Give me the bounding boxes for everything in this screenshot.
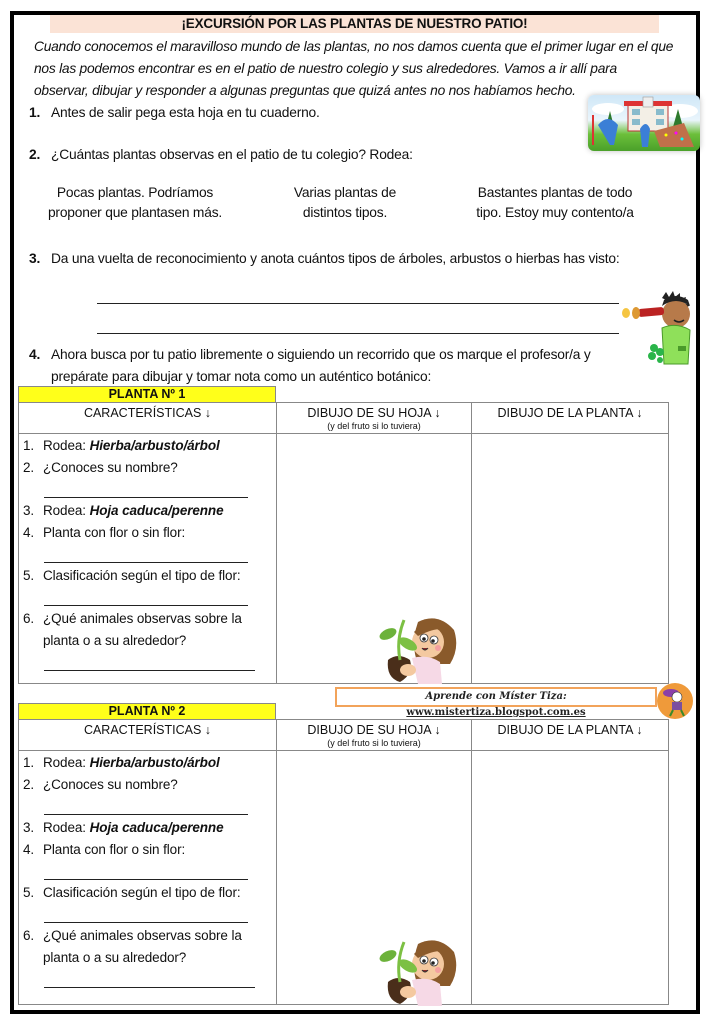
plant-quantity-options: [30, 183, 660, 223]
plant-drawing-area[interactable]: [472, 751, 669, 1005]
answer-line-name[interactable]: [44, 796, 248, 815]
table-header-row: [19, 403, 669, 434]
option-several-plants[interactable]: Varias plantas de distintos tipos.: [293, 185, 397, 220]
question-1-text: Antes de salir pega esta hoja en tu cuaderno.: [51, 105, 320, 120]
circle-options-leaf-type[interactable]: Hoja caduca/perenne: [89, 820, 224, 835]
header-leaf-drawing: DIBUJO DE SU HOJA ↓ (y del fruto si lo tuviera): [277, 403, 472, 434]
characteristic-5: 5. Clasificación según el tipo de flor:: [23, 568, 241, 583]
characteristic-3: 3. Rodea: Hoja caduca/perenne: [23, 820, 224, 835]
header-leaf-drawing: DIBUJO DE SU HOJA ↓ (y del fruto si lo tuviera): [277, 720, 472, 751]
header-plant-drawing: DIBUJO DE LA PLANTA ↓: [472, 720, 669, 751]
answer-line-classification[interactable]: [44, 587, 248, 606]
question-4: [29, 344, 591, 388]
characteristic-6: 6. ¿Qué animales observas sobre la: [23, 928, 242, 943]
answer-line-q3-1[interactable]: [97, 303, 619, 304]
question-4-text: Ahora busca por tu patio libremente o siguiendo un recorrido que os marque el profesor/a y: [51, 347, 591, 362]
girl-holding-plant-image: [378, 608, 458, 686]
question-3-number: 3.: [29, 251, 41, 266]
answer-line-q3-2[interactable]: [97, 333, 619, 334]
characteristic-4: 4. Planta con flor o sin flor:: [23, 842, 186, 857]
intro-paragraph: Cuando conocemos el maravilloso mundo de las plantas, no nos damos cuenta que el primer lugar en el que nos las podemos encontrar es en el patio de nuestro colegio y sus alrededores. Vamos a ir allí para observar, dibujar y responder a algunas preguntas que quizá antes no nos habíamos hecho.: [34, 39, 674, 98]
header-characteristics: CARACTERÍSTICAS ↓: [19, 720, 277, 751]
option-many-plants[interactable]: Bastantes plantas de todo tipo. Estoy muy contento/a: [476, 185, 634, 220]
characteristic-4: 4. Planta con flor o sin flor:: [23, 525, 186, 540]
question-4-number: 4.: [29, 347, 41, 362]
table-body-row: [19, 751, 669, 1005]
characteristics-cell: [19, 434, 277, 684]
characteristics-cell: [19, 751, 277, 1005]
question-1-number: 1.: [29, 105, 41, 120]
characteristic-6-cont: planta o a su alrededor?: [43, 633, 187, 648]
answer-line-flower[interactable]: [44, 861, 248, 880]
worksheet-title: ¡EXCURSIÓN POR LAS PLANTAS DE NUESTRO PATIO!: [50, 15, 659, 33]
boy-with-telescope-image: [618, 288, 698, 368]
plant-drawing-area[interactable]: [472, 434, 669, 684]
school-playground-image: [588, 95, 700, 151]
table-header-row: [19, 720, 669, 751]
answer-line-name[interactable]: [44, 479, 248, 498]
question-1: [29, 102, 320, 124]
question-2-text: ¿Cuántas plantas observas en el patio de tu colegio? Rodea:: [51, 147, 413, 162]
circle-options-plant-type[interactable]: Hierba/arbusto/árbol: [89, 755, 220, 770]
credit-link[interactable]: www.mistertiza.blogspot.com.es: [406, 707, 586, 718]
characteristic-1: 1. Rodea: Hierba/arbusto/árbol: [23, 755, 220, 770]
characteristic-6: 6. ¿Qué animales observas sobre la: [23, 611, 242, 626]
characteristic-2: 2. ¿Conoces su nombre?: [23, 777, 178, 792]
plant-1-title: PLANTA Nº 1: [18, 386, 276, 402]
characteristic-3: 3. Rodea: Hoja caduca/perenne: [23, 503, 224, 518]
characteristic-1: 1. Rodea: Hierba/arbusto/árbol: [23, 438, 220, 453]
plant-2-title: PLANTA Nº 2: [18, 703, 276, 719]
question-4-text-cont: prepárate para dibujar y tomar nota como un auténtico botánico:: [51, 369, 432, 384]
answer-line-flower[interactable]: [44, 544, 248, 563]
circle-options-leaf-type[interactable]: Hoja caduca/perenne: [89, 503, 224, 518]
characteristic-2: 2. ¿Conoces su nombre?: [23, 460, 178, 475]
characteristic-5: 5. Clasificación según el tipo de flor:: [23, 885, 241, 900]
answer-line-animals[interactable]: [44, 652, 255, 671]
question-2: [29, 144, 413, 166]
answer-line-classification[interactable]: [44, 904, 248, 923]
question-3-text: Da una vuelta de reconocimiento y anota cuántos tipos de árboles, arbustos o hierbas has visto:: [51, 251, 620, 266]
option-few-plants[interactable]: Pocas plantas. Podríamos proponer que plantasen más.: [47, 185, 223, 220]
credit-label: Aprende con Míster Tiza:: [425, 691, 567, 702]
header-leaf-drawing-sub: (y del fruto si lo tuviera): [327, 738, 421, 748]
answer-line-animals[interactable]: [44, 969, 255, 988]
circle-options-plant-type[interactable]: Hierba/arbusto/árbol: [89, 438, 220, 453]
table-body-row: [19, 434, 669, 684]
question-2-number: 2.: [29, 147, 41, 162]
characteristic-6-cont: planta o a su alrededor?: [43, 950, 187, 965]
header-plant-drawing: DIBUJO DE LA PLANTA ↓: [472, 403, 669, 434]
girl-holding-plant-image: [378, 930, 458, 1008]
header-leaf-drawing-sub: (y del fruto si lo tuviera): [327, 421, 421, 431]
question-3: [29, 248, 620, 270]
header-characteristics: CARACTERÍSTICAS ↓: [19, 403, 277, 434]
plant-table-1: [18, 386, 668, 684]
plant-table-2: [18, 703, 668, 1007]
